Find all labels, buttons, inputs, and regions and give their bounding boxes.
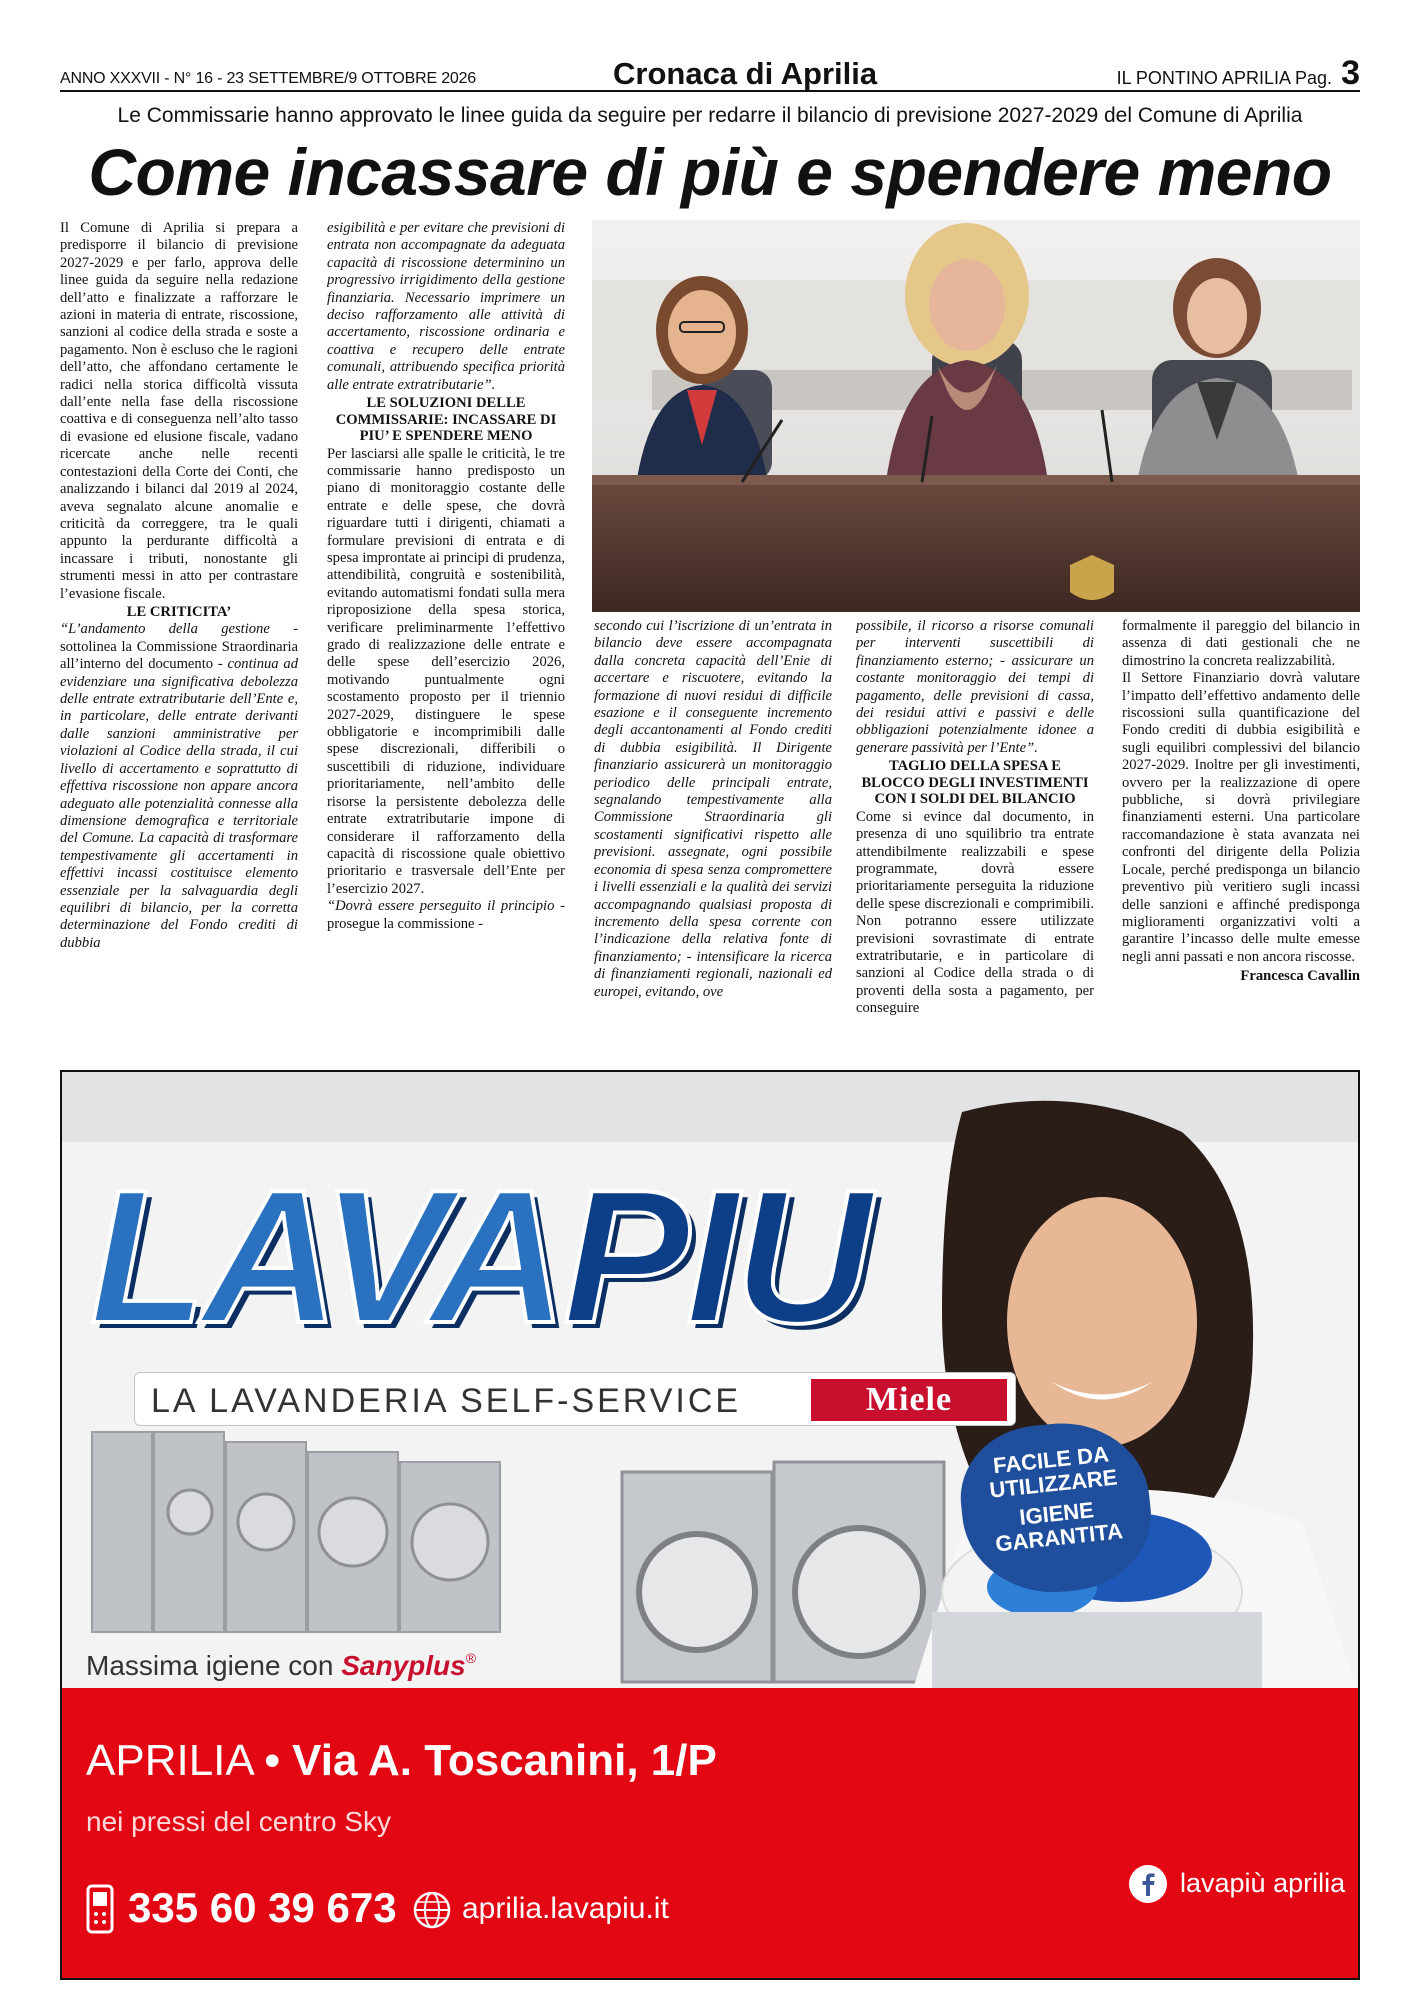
- paper-name: IL PONTINO APRILIA Pag.: [1116, 68, 1332, 88]
- facebook-page[interactable]: lavapiù aprilia: [1180, 1868, 1346, 1898]
- article-column-2: [327, 220, 565, 1050]
- commissioners-photo: [592, 220, 1360, 612]
- section-title: Cronaca di Aprilia: [613, 56, 878, 91]
- quote: possibile, il ricorso a risorse comunali per interventi suscettibili di finanziamento esterno; - assicurare un costante monitoraggio dei tempi di pagamento, delle previsioni di cassa, dei residui attivi e passivi e delle obbligazioni potenzialmente idonee a generare passività per l’Ente”.: [856, 618, 1094, 756]
- article-kicker: Le Commissarie hanno approvato le linee guida da seguire per redarre il bilancio di previsione 2027-2029 del Comune di Aprilia: [117, 104, 1303, 127]
- hygiene-claim: Massima igiene con Sanyplus®: [86, 1650, 477, 1681]
- quote: “L’andamento della gestione -: [60, 621, 298, 638]
- article-column-4: [856, 618, 1094, 1050]
- tagline-bar: [134, 1372, 1016, 1426]
- store-address: APRILIA • Via A. Toscanini, 1/P: [86, 1736, 717, 1785]
- article-column-1: [60, 220, 298, 1050]
- tagline: LA LAVANDERIA SELF-SERVICE: [151, 1382, 742, 1420]
- paragraph: Il Comune di Aprilia si prepara a predisporre il bilancio di previsione 2027-2029 e per farlo, approva delle linee guida da seguire nella redazione dell’atto e finalizzate a rafforzare le azioni in materia di entrate, riscossione, sanzioni al codice della strada e soste a pagamento. Non è escluso che le ragioni dell’atto, che affondano certamente le radici nella storica difficoltà vissuta dall’ente nella fase della riscossione coattiva e di conseguenza nell’alto tasso di evasione ed elusione fiscale, vadano ricercate anche nelle recenti contestazioni della Corte dei Conti, che analizzando i bilanci dal 2019 al 2024, aveva segnalato alcune anomalie e criticità da correggere, tra le quali appunto la perdurante difficoltà a incassare i tributi, nonostante gli strumenti messi in atto per contrastare l’evasione fiscale.: [60, 220, 298, 602]
- subheading: LE SOLUZIONI DELLE COMMISSARIE: INCASSARE DI PIU’ E SPENDERE MENO: [335, 395, 557, 445]
- paragraph: - prosegue la commissione -: [327, 898, 565, 932]
- website-link[interactable]: aprilia.lavapiu.it: [462, 1892, 669, 1925]
- quote: “Dovrà essere perseguito il principio: [327, 898, 555, 915]
- quote: - continua ad evidenziare una significativa debolezza delle entrate extratributarie dell’Ente e, in particolare, delle entrate derivanti dalle sanzioni amministrative per violazioni al Codice della strada, il cui livello di accertamento e soprattutto di effettiva riscossione non appare ancora adeguato alle potenzialità connesse alla dimensione demografica e territoriale del Comune. La capacità di trasformare tempestivamente gli accertamenti in effettivi incassi costituisce elemento essenziale per la salvaguardia degli equilibri di bilancio, per la corretta determinazione del Fondo crediti di dubbia: [60, 656, 298, 951]
- author-byline: Francesca Cavallin: [1240, 968, 1360, 985]
- paragraph: formalmente il pareggio del bilancio in assenza di dati gestionali che ne dimostrino la concreta realizzabilità.: [1122, 618, 1360, 669]
- page-header: [60, 54, 1360, 92]
- issue-info: ANNO XXXVII - N° 16 - 23 SETTEMBRE/9 OTTOBRE 2026: [60, 70, 476, 87]
- subheading: TAGLIO DELLA SPESA E BLOCCO DEGLI INVESTIMENTI CON I SOLDI DEL BILANCIO: [861, 758, 1089, 808]
- phone-icon: [86, 1884, 114, 1934]
- paragraph: Per lasciarsi alle spalle le criticità, le tre commissarie hanno predisposto un piano di monitoraggio costante delle entrate e delle spese, che dovrà riguardare tutti i dirigenti, chiamati a formulare previsioni di entrata e di spesa improntate ai principi di prudenza, attendibilità, congruità e sostenibilità, evitando automatismi fondati sulla mera riproposizione della spesa storica, verificare preliminarmente l’effettivo grado di realizzazione delle entrate e delle spese dell’esercizio 2026, motivando puntualmente ogni scostamento proposto per il triennio 2027-2029, distinguere le spese obbligatorie e incomprimibili dalle spese discrezionali, differibili o suscettibili di riduzione, individuare prioritariamente, nell’ambito delle risorse la persistente debolezza delle entrate extratributarie impone di considerare il rafforzamento della capacità di riscossione quale obiettivo prioritario e trasversale dell’Ente per l’esercizio 2027.: [327, 445, 565, 897]
- phone-number[interactable]: 335 60 39 673: [128, 1884, 397, 1931]
- paragraph: sottolinea la Commissione Straordinaria all’interno del documento: [60, 638, 298, 673]
- article-column-3: [594, 618, 832, 1050]
- paragraph: Come si evince dal documento, in presenza di uno squilibrio tra entrate attendibilmente realizzabili e spese programmate, dovrà essere prioritariamente perseguita la riduzione delle spese discrezionali e comprimibili. Non potranno essere utilizzate previsioni sovrastimate di entrate extratributarie, e in particolare di sanzioni al Codice della strada o di proventi della sosta a pagamento, per conseguire: [856, 808, 1094, 1017]
- facebook-icon: [1128, 1864, 1168, 1904]
- sanyplus-logo: Sanyplus: [341, 1650, 466, 1681]
- globe-icon: [412, 1890, 452, 1930]
- article-photo: [592, 220, 1360, 612]
- subheading: LE CRITICITA’: [126, 603, 232, 620]
- article-headline: Come incassare di più e spendere meno: [88, 135, 1332, 209]
- page-number: 3: [1341, 54, 1360, 92]
- miele-logo: Miele: [811, 1379, 1007, 1421]
- quote: esigibilità e per evitare che previsioni di entrata non accompagnate da adeguata capacità di riscossione determinino un progressivo irrigidimento della gestione finanziaria. Necessario imprimere un deciso rafforzamento alle attività di accertamento, riscossione ordinaria e coattiva e recupero delle entrate comunali, attribuendo specifica priorità alle entrate extratributarie”.: [327, 220, 565, 393]
- quote: secondo cui l’iscrizione di un’entrata in bilancio deve essere accompagnata dalla concreta capacità dell’Enie di accertare e riscuotere, evitando la formazione di nuovi residui di difficile esazione e il conseguente incremento degli accantonamenti al Fondo crediti di dubbia esigibilità. Il Dirigente finanziario assicurerà un monitoraggio periodico delle principali entrate, segnalando tempestivamente alla Commissione Straordinaria gli scostamenti significativi rispetto alle previsioni. assegnate, ogni possibile economia di spesa senza compromettere i livelli essenziali e la qualità dei servizi accompagnando qualsiasi proposta di incremento della spesa corrente con l’indicazione della relativa fonte di finanziamento; - intensificare la ricerca di finanziamenti regionali, nazionali ed europei, evitando, ove: [594, 618, 832, 1000]
- contact-panel: [62, 1688, 1358, 1980]
- feature-badge: FACILE DA UTILIZZARE IGIENE GARANTITA: [954, 1415, 1159, 1602]
- paragraph: Il Settore Finanziario dovrà valutare l’impatto dell’effettivo andamento delle riscossioni sulla quantificazione del Fondo crediti di dubbia esigibilità e sugli equilibri complessivi del bilancio 2027-2029. Inoltre per gli investimenti, ovvero per la realizzazione di opere pubbliche, si dovrà privilegiare finanziamenti esterni. Una particolare raccomandazione è stata avanzata nei confronti del dirigente della Polizia Locale, perché predisponga un bilancio preventivo più veritiero sugli incassi delle sanzioni e affinché predisponga miglioramenti organizzativi volti a garantire l’incasso delle multe emesse negli anni passati e non ancora riscosse.: [1122, 670, 1360, 965]
- article-column-5: [1122, 618, 1360, 1050]
- location-note: nei pressi del centro Sky: [86, 1806, 392, 1837]
- lavapiu-logo: LAVAPIU: [90, 1151, 868, 1363]
- lavapiu-advertisement: [60, 1070, 1360, 1980]
